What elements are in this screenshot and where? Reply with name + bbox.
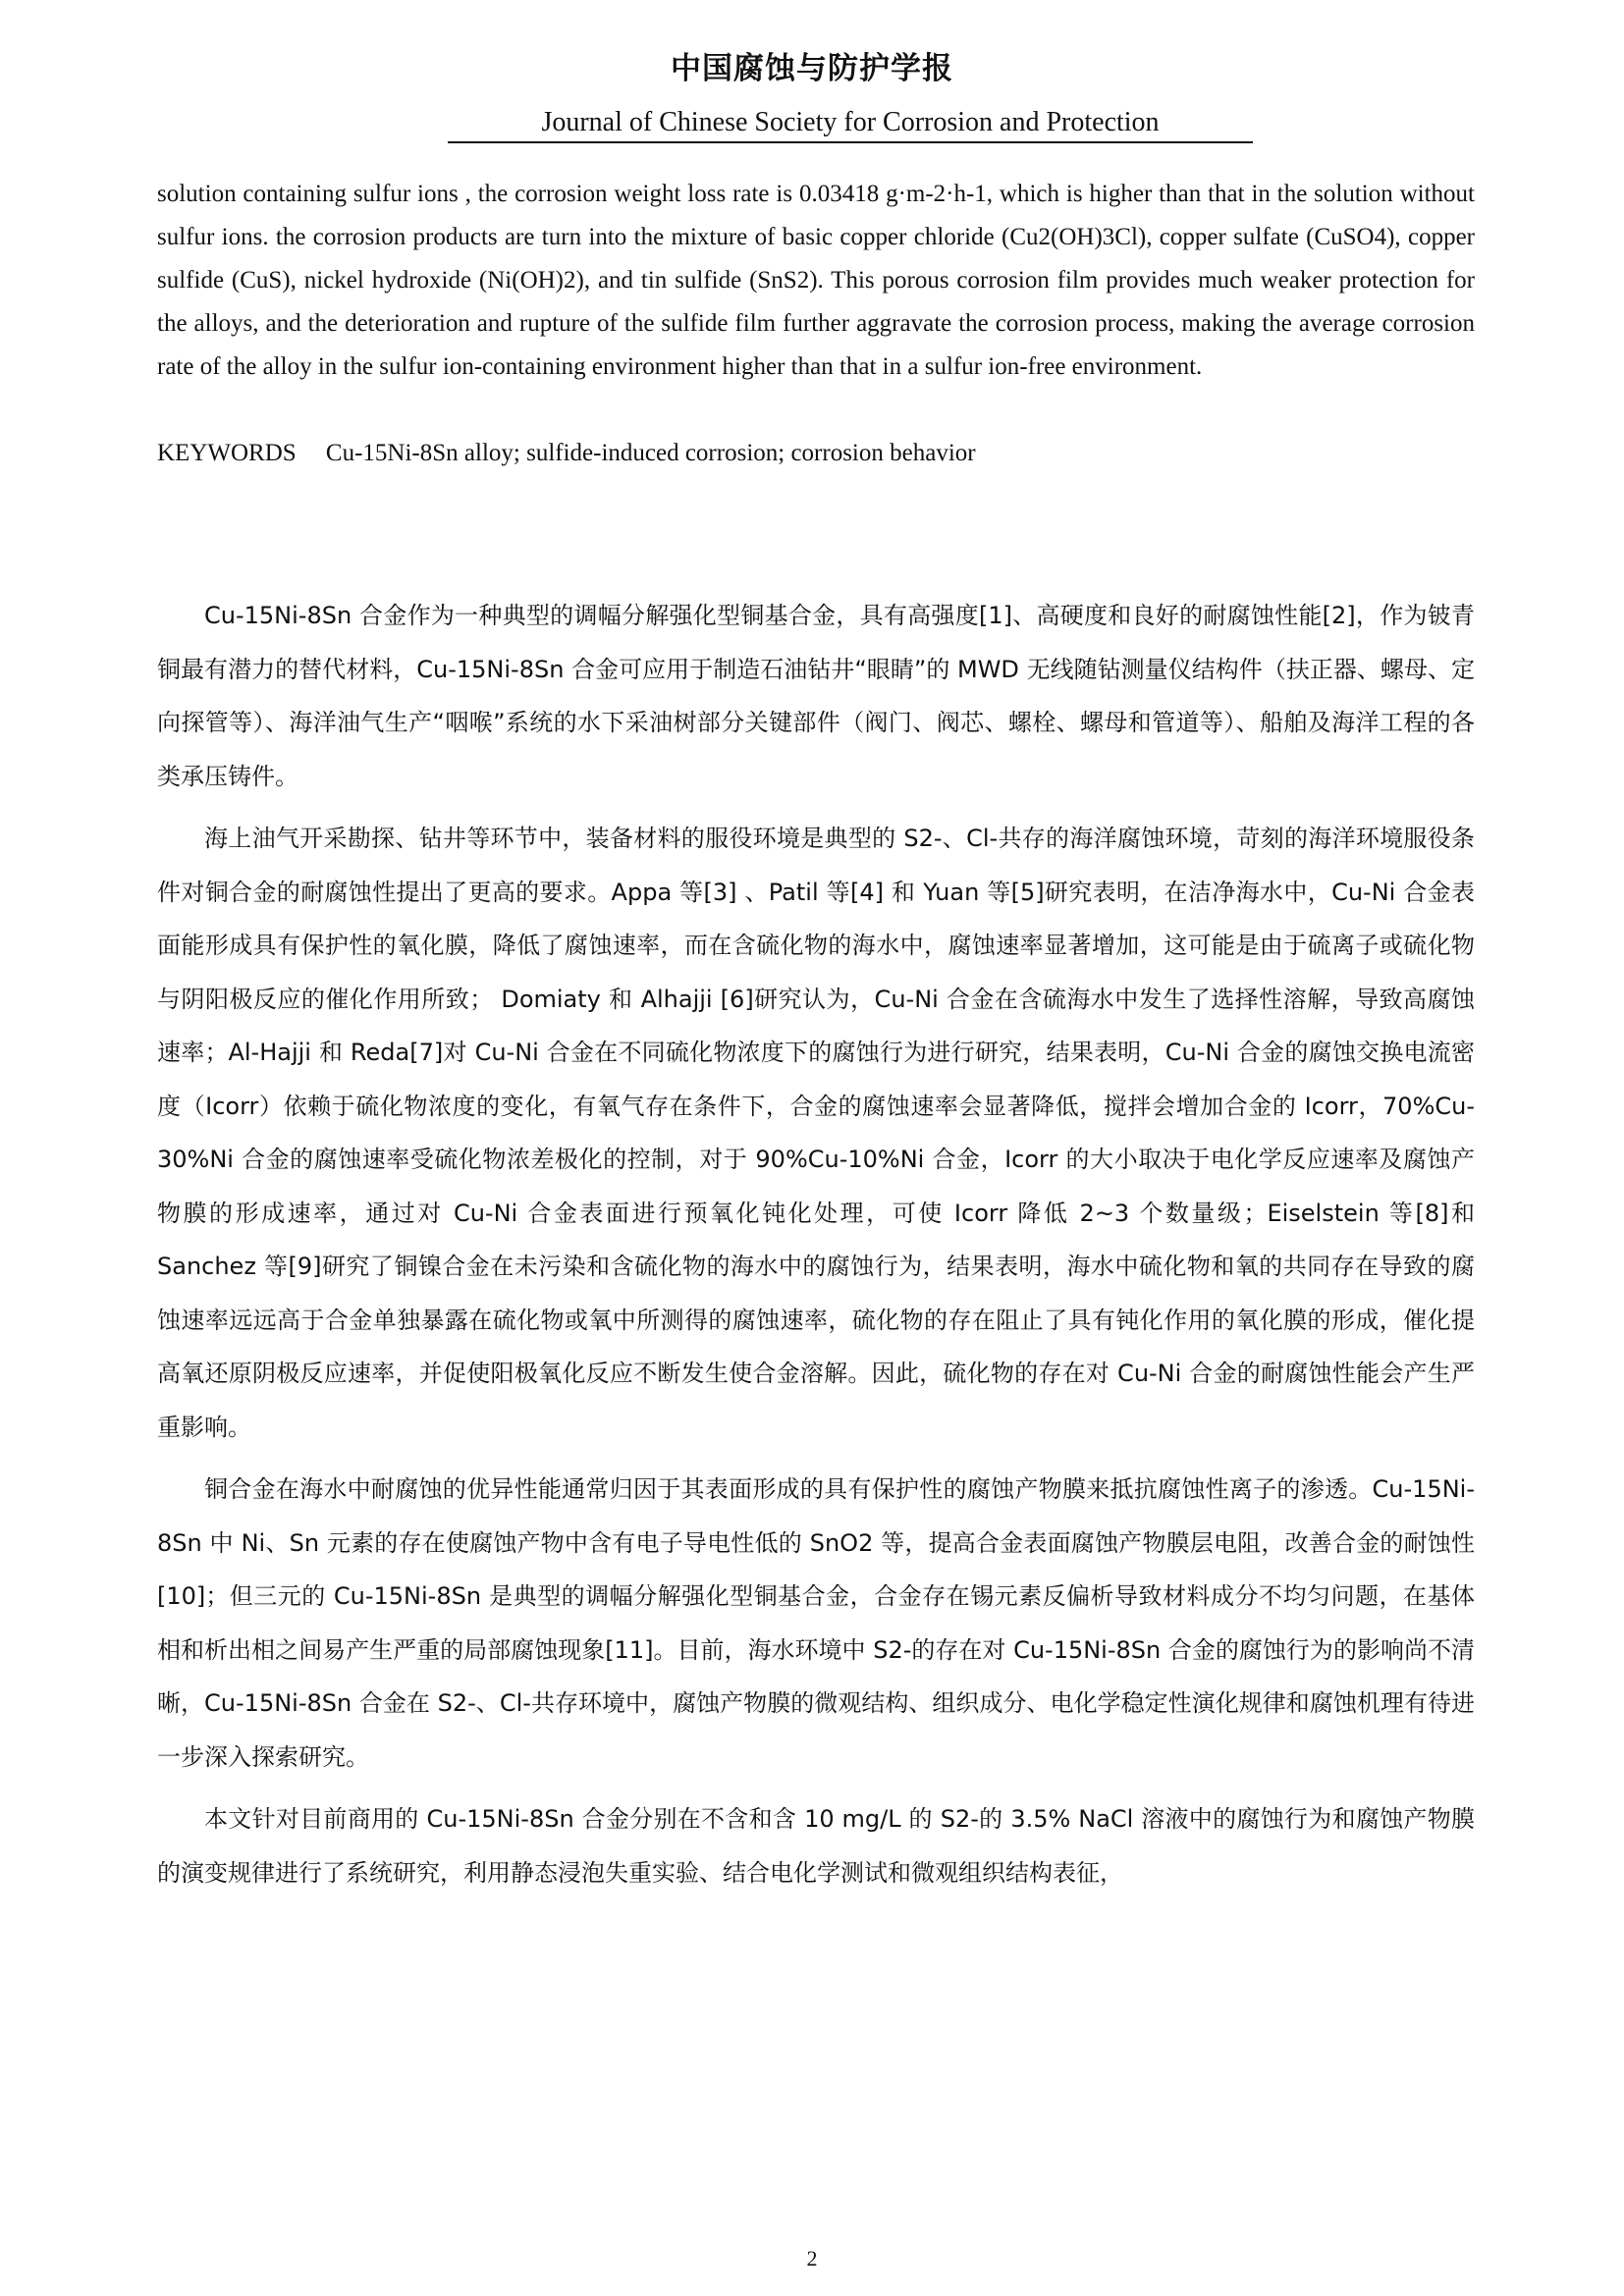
keywords-label: KEYWORDS <box>157 440 297 466</box>
paragraph: 铜合金在海水中耐腐蚀的优异性能通常归因于其表面形成的具有保护性的腐蚀产物膜来抵抗腐蚀性离子的渗透。Cu-15Ni-8Sn 中 Ni、Sn 元素的存在使腐蚀产物中含有电子导电性低的 SnO2 等，提高合金表面腐蚀产物膜层电阻，改善合金的耐蚀性[10]；但三元的 Cu-15Ni-8Sn 是典型的调幅分解强化型铜基合金，合金存在锡元素反偏析导致材料成分不均匀问题，在基体相和析出相之间易产生严重的局部腐蚀现象[11]。目前，海水环境中 S2-的存在对 Cu-15Ni-8Sn 合金的腐蚀行为的影响尚不清晰，Cu-15Ni-8Sn 合金在 S2-、Cl-共存环境中，腐蚀产物膜的微观结构、组织成分、电化学稳定性演化规律和腐蚀机理有待进一步深入探索研究。 <box>157 1475 1475 1771</box>
page-number: 2 <box>806 2246 818 2270</box>
keywords <box>157 432 1475 475</box>
body-text <box>157 589 1475 1908</box>
abstract <box>157 173 1475 389</box>
journal-title-en: Journal of Chinese Society for Corrosion and Protection <box>448 106 1253 143</box>
paragraph: 本文针对目前商用的 Cu-15Ni-8Sn 合金分别在不含和含 10 mg/L 的 S2-的 3.5% NaCl 溶液中的腐蚀行为和腐蚀产物膜的演变规律进行了系统研究，利用静态浸泡失重实验、结合电化学测试和微观组织结构表征， <box>157 1805 1475 1887</box>
paragraph: Cu-15Ni-8Sn 合金作为一种典型的调幅分解强化型铜基合金，具有高强度[1]、高硬度和良好的耐腐蚀性能[2]，作为铍青铜最有潜力的替代材料，Cu-15Ni-8Sn 合金可应用于制造石油钻井“眼睛”的 MWD 无线随钻测量仪结构件（扶正器、螺母、定向探管等）、海洋油气生产“咽喉”系统的水下采油树部分关键部件（阀门、阀芯、螺栓、螺母和管道等）、船舶及海洋工程的各类承压铸件。 <box>157 602 1475 790</box>
abstract-text: solution containing sulfur ions , the corrosion weight loss rate is 0.03418 g·m-2·h-1, which is higher than that in the solution without sulfur ions. the corrosion products are turn into the mixture of basic copper chloride (Cu2(OH)3Cl), copper sulfate (CuSO4), copper sulfide (CuS), nickel hydroxide (Ni(OH)2), and tin sulfide (SnS2). This porous corrosion film provides much weaker protection for the alloys, and the deterioration and rupture of the sulfide film further aggravate the corrosion process, making the average corrosion rate of the alloy in the sulfur ion-containing environment higher than that in a sulfur ion-free environment. <box>157 181 1475 380</box>
paragraph: 海上油气开采勘探、钻井等环节中，装备材料的服役环境是典型的 S2-、Cl-共存的海洋腐蚀环境，苛刻的海洋环境服役条件对铜合金的耐腐蚀性提出了更高的要求。Appa 等[3] 、Patil 等[4] 和 Yuan 等[5]研究表明，在洁净海水中，Cu-Ni 合金表面能形成具有保护性的氧化膜，降低了腐蚀速率，而在含硫化物的海水中，腐蚀速率显著增加，这可能是由于硫离子或硫化物与阴阳极反应的催化作用所致； Domiaty 和 Alhajji [6]研究认为，Cu-Ni 合金在含硫海水中发生了选择性溶解，导致高腐蚀速率；Al-Hajji 和 Reda[7]对 Cu-Ni 合金在不同硫化物浓度下的腐蚀行为进行研究，结果表明，Cu-Ni 合金的腐蚀交换电流密度（Icorr）依赖于硫化物浓度的变化，有氧气存在条件下，合金的腐蚀速率会显著降低，搅拌会增加合金的 Icorr，70%Cu-30%Ni 合金的腐蚀速率受硫化物浓差极化的控制，对于 90%Cu-10%Ni 合金，Icorr 的大小取决于电化学反应速率及腐蚀产物膜的形成速率，通过对 Cu-Ni 合金表面进行预氧化钝化处理，可使 Icorr 降低 2~3 个数量级；Eiselstein 等[8]和 Sanchez 等[9]研究了铜镍合金在未污染和含硫化物的海水中的腐蚀行为，结果表明，海水中硫化物和氧的共同存在导致的腐蚀速率远远高于合金单独暴露在硫化物或氧中所测得的腐蚀速率，硫化物的存在阻止了具有钝化作用的氧化膜的形成，催化提高氧还原阴极反应速率，并促使阳极氧化反应不断发生使合金溶解。因此，硫化物的存在对 Cu-Ni 合金的耐腐蚀性能会产生严重影响。 <box>157 825 1475 1441</box>
keywords-text: Cu-15Ni-8Sn alloy; sulfide-induced corrosion; corrosion behavior <box>325 440 976 466</box>
journal-title-cn: 中国腐蚀与防护学报 <box>671 51 953 86</box>
